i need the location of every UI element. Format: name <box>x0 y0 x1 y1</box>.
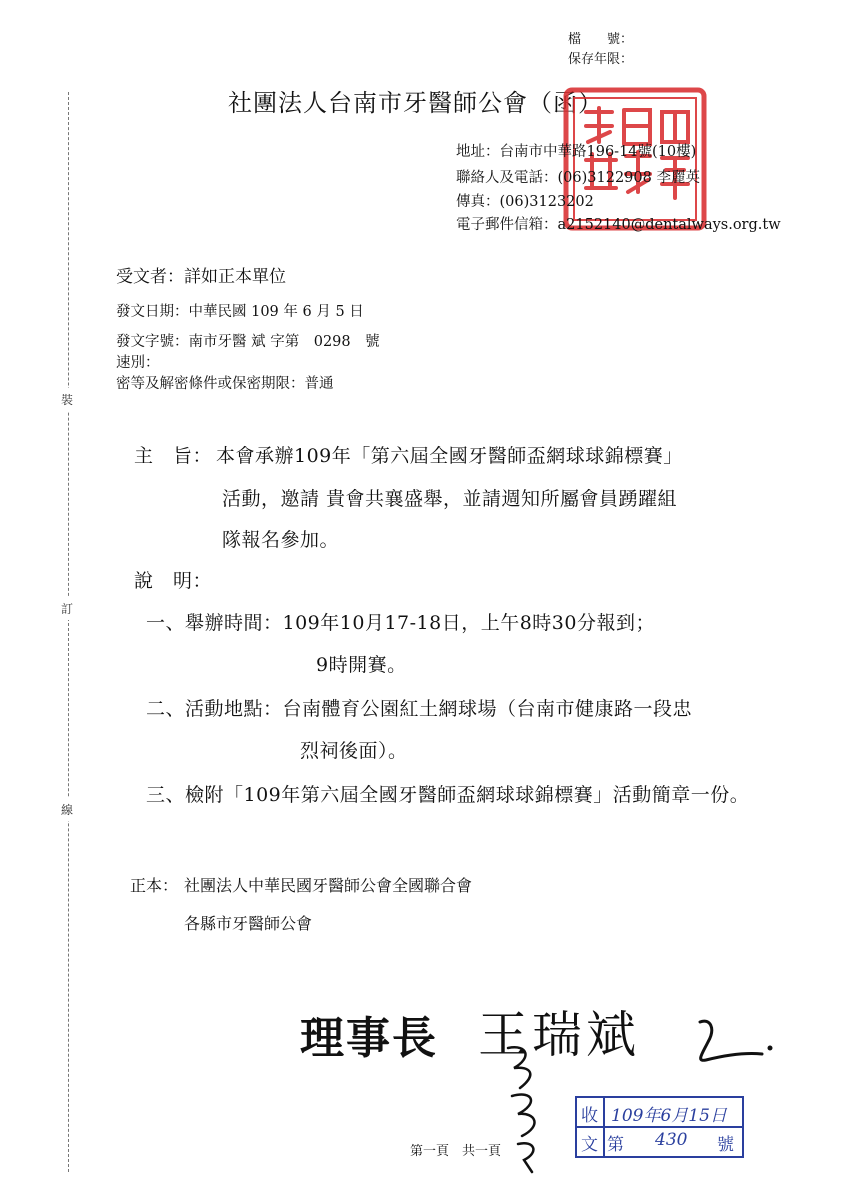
contact-fax: 傳真：(06)3123202 <box>456 194 594 210</box>
file-number-label: 檔 號： <box>568 32 634 47</box>
urgency: 速別： <box>116 355 160 371</box>
retention-label: 保存年限： <box>568 52 634 67</box>
send-date: 發文日期：中華民國 109 年 6 月 5 日 <box>116 304 364 320</box>
binding-char-zhuang: 裝 <box>61 388 73 411</box>
subject-line-1: 本會承辦109年「第六屆全國牙醫師盃網球球錦標賽」 <box>216 445 683 467</box>
copies-line-1: 社團法人中華民國牙醫師公會全國聯合會 <box>184 876 473 895</box>
recipient: 受文者：詳如正本單位 <box>116 267 286 287</box>
stamp-number-prefix: 第 <box>607 1135 624 1155</box>
contact-address: 地址：台南市中華路196-14號(10樓) <box>456 144 697 160</box>
chairman-name: 王瑞斌 <box>478 1006 640 1064</box>
explanation-item-3: 三、檢附「109年第六屆全國牙醫師盃網球球錦標賽」活動簡章一份。 <box>146 784 750 806</box>
contact-email: 電子郵件信箱：a2152140@dentalways.org.tw <box>456 217 781 233</box>
chairman-title: 理事長 <box>300 1013 438 1064</box>
handwritten-approval-mark-icon <box>498 1040 558 1175</box>
copies-label: 正本： <box>130 876 179 895</box>
explanation-item-2-cont: 烈祠後面）。 <box>300 740 408 762</box>
explanation-item-1-cont: 9時開賽。 <box>316 654 407 676</box>
stamp-receive-char: 收 <box>581 1106 598 1126</box>
received-stamp <box>575 1096 744 1158</box>
explanation-item-2: 二、活動地點：台南體育公園紅土網球場（台南市健康路一段忠 <box>146 698 693 720</box>
contact-phone: 聯絡人及電話：(06)3122908 李麗英 <box>456 170 700 186</box>
subject-line-3: 隊報名參加。 <box>222 529 340 551</box>
page-footer: 第一頁 共一頁 <box>410 1144 502 1159</box>
handwritten-initial-icon <box>686 1012 786 1072</box>
stamp-number: 430 <box>655 1130 688 1150</box>
subject-line-2: 活動，邀請 貴會共襄盛舉，並請週知所屬會員踴躍組 <box>222 488 678 510</box>
document-title: 社團法人台南市牙醫師公會（函） <box>228 89 603 117</box>
copies-line-2: 各縣市牙醫師公會 <box>184 914 313 933</box>
stamp-document-char: 文 <box>581 1135 598 1155</box>
classification: 密等及解密條件或保密期限：普通 <box>116 376 334 392</box>
explanation-item-1: 一、舉辦時間：109年10月17-18日，上午8時30分報到； <box>146 612 655 634</box>
explanation-label: 說 明： <box>134 570 213 592</box>
stamp-number-suffix: 號 <box>717 1135 734 1155</box>
subject-label: 主 旨： <box>134 445 213 467</box>
binding-line <box>68 92 69 1172</box>
binding-char-ding: 訂 <box>61 597 73 620</box>
stamp-date: 109年6月15日 <box>611 1106 727 1126</box>
document-number: 發文字號：南市牙醫 斌 字第 0298 號 <box>116 334 380 350</box>
binding-char-xian: 線 <box>61 798 73 821</box>
